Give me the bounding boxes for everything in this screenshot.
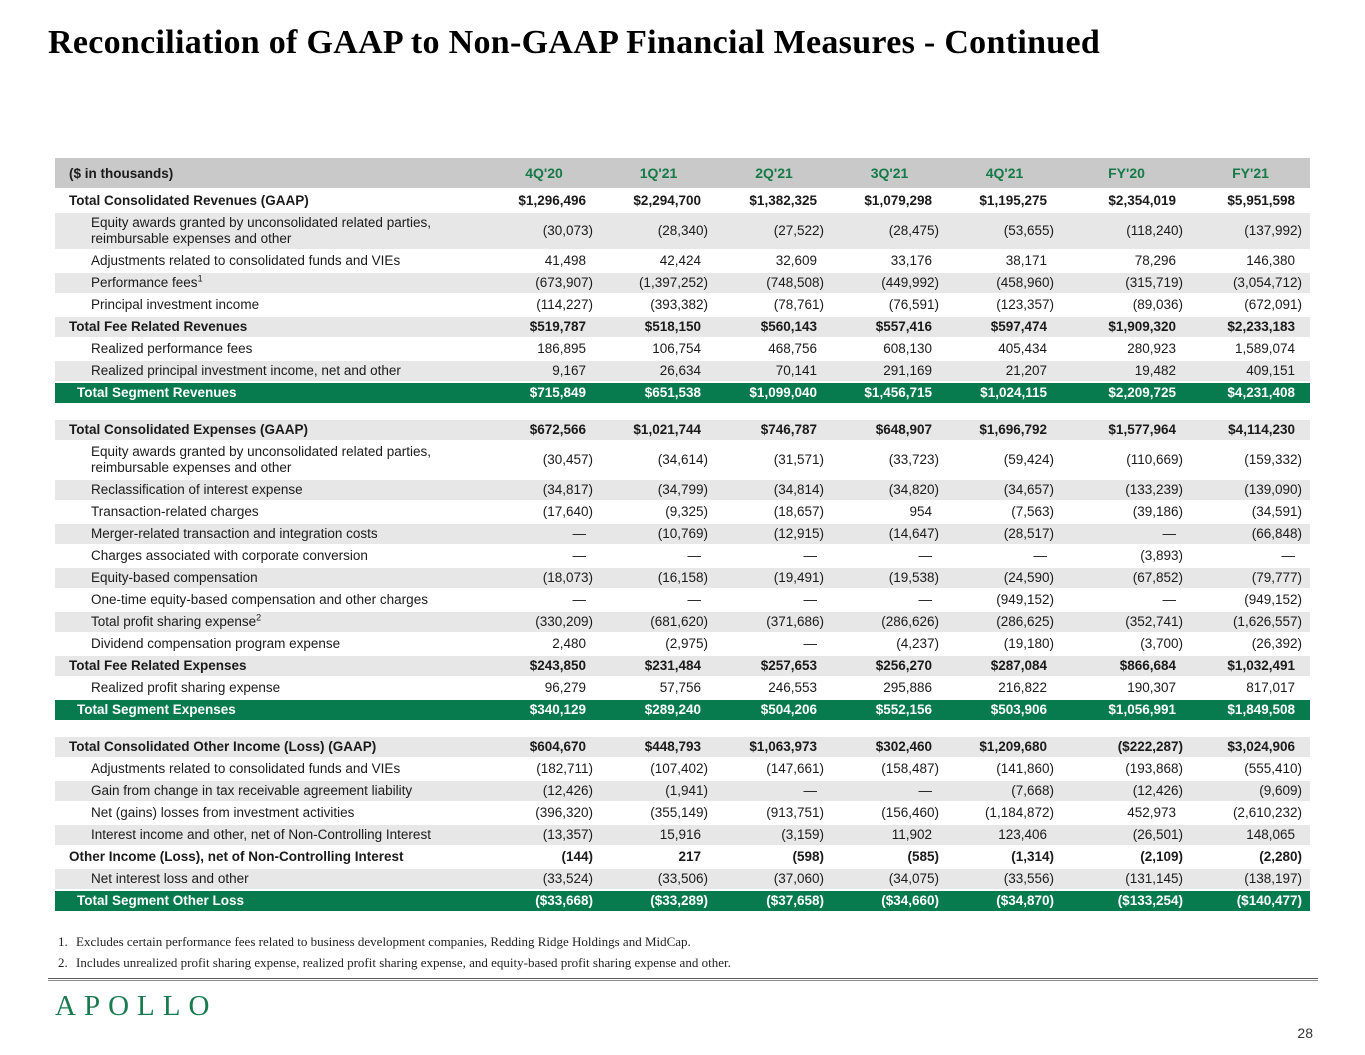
cell-value: —: [832, 780, 947, 802]
cell-value: (12,426): [487, 780, 601, 802]
cell-value: (2,280): [1191, 846, 1310, 868]
table-row: [55, 868, 1310, 890]
cell-value: $560,143: [716, 316, 832, 338]
cell-value: (748,508): [716, 272, 832, 294]
cell-value: (14,647): [832, 523, 947, 545]
column-header: 4Q'20: [487, 158, 601, 190]
cell-value: (33,506): [601, 868, 716, 890]
cell-value: (34,657): [947, 479, 1062, 501]
row-label: Total profit sharing expense$^2$: [55, 611, 487, 633]
row-label: Equity-based compensation: [55, 567, 487, 589]
cell-value: (67,852): [1062, 567, 1191, 589]
cell-value: $1,456,715: [832, 382, 947, 404]
cell-value: (18,657): [716, 501, 832, 523]
cell-value: (53,655): [947, 212, 1062, 250]
cell-value: $597,474: [947, 316, 1062, 338]
cell-value: 19,482: [1062, 360, 1191, 382]
cell-value: $672,566: [487, 420, 601, 441]
cell-value: (393,382): [601, 294, 716, 316]
column-header: 4Q'21: [947, 158, 1062, 190]
cell-value: (118,240): [1062, 212, 1191, 250]
cell-value: (3,700): [1062, 633, 1191, 655]
cell-value: $256,270: [832, 655, 947, 677]
cell-value: $518,150: [601, 316, 716, 338]
cell-value: (28,340): [601, 212, 716, 250]
cell-value: $1,079,298: [832, 190, 947, 213]
row-label: Net interest loss and other: [55, 868, 487, 890]
cell-value: 26,634: [601, 360, 716, 382]
cell-value: (396,320): [487, 802, 601, 824]
cell-value: (555,410): [1191, 758, 1310, 780]
cell-value: (76,591): [832, 294, 947, 316]
cell-value: (1,397,252): [601, 272, 716, 294]
cell-value: (107,402): [601, 758, 716, 780]
cell-value: (12,426): [1062, 780, 1191, 802]
cell-value: (949,152): [947, 589, 1062, 611]
cell-value: (182,711): [487, 758, 601, 780]
row-label: Total Fee Related Expenses: [55, 655, 487, 677]
cell-value: 280,923: [1062, 338, 1191, 360]
cell-value: (34,799): [601, 479, 716, 501]
cell-value: (315,719): [1062, 272, 1191, 294]
table-row: [55, 294, 1310, 316]
column-header: 2Q'21: [716, 158, 832, 190]
cell-value: (10,769): [601, 523, 716, 545]
row-label: Total Consolidated Other Income (Loss) (GAAP): [55, 737, 487, 758]
cell-value: 608,130: [832, 338, 947, 360]
table-row: [55, 479, 1310, 501]
page-number: 28: [1297, 1025, 1313, 1041]
table-row: [55, 633, 1310, 655]
cell-value: (330,209): [487, 611, 601, 633]
cell-value: $1,024,115: [947, 382, 1062, 404]
cell-value: (9,609): [1191, 780, 1310, 802]
cell-value: $1,696,792: [947, 420, 1062, 441]
cell-value: (138,197): [1191, 868, 1310, 890]
cell-value: (24,590): [947, 567, 1062, 589]
cell-value: (9,325): [601, 501, 716, 523]
cell-value: (1,184,872): [947, 802, 1062, 824]
cell-value: (286,626): [832, 611, 947, 633]
cell-value: $557,416: [832, 316, 947, 338]
row-label: Total Fee Related Revenues: [55, 316, 487, 338]
cell-value: ($34,870): [947, 890, 1062, 912]
footnote-text: Excludes certain performance fees related to business development companies, Redding Ridge Holdings and MidCap.: [76, 934, 691, 949]
page-title: Reconciliation of GAAP to Non-GAAP Financial Measures - Continued: [48, 24, 1101, 61]
cell-value: 409,151: [1191, 360, 1310, 382]
cell-value: 246,553: [716, 677, 832, 699]
table-row: [55, 737, 1310, 758]
cell-value: —: [716, 545, 832, 567]
footnote-2: [58, 955, 731, 971]
cell-value: 33,176: [832, 250, 947, 272]
footnote-number: 1.: [58, 934, 68, 949]
footer-divider: [48, 978, 1318, 981]
cell-value: (12,915): [716, 523, 832, 545]
cell-value: (59,424): [947, 441, 1062, 479]
cell-value: —: [601, 589, 716, 611]
footnote-marker: 1: [197, 273, 203, 284]
cell-value: $5,951,598: [1191, 190, 1310, 213]
row-label: Equity awards granted by unconsolidated related parties, reimbursable expenses and other: [55, 441, 487, 479]
table-row: [55, 824, 1310, 846]
cell-value: (89,036): [1062, 294, 1191, 316]
cell-value: (598): [716, 846, 832, 868]
table-row: [55, 441, 1310, 479]
cell-value: —: [832, 589, 947, 611]
cell-value: (7,563): [947, 501, 1062, 523]
unit-label: ($ in thousands): [55, 158, 487, 190]
cell-value: $340,129: [487, 699, 601, 721]
cell-value: ($133,254): [1062, 890, 1191, 912]
cell-value: 32,609: [716, 250, 832, 272]
segment-total-row: [55, 382, 1310, 404]
cell-value: (30,457): [487, 441, 601, 479]
apollo-logo: APOLLO: [55, 990, 218, 1022]
cell-value: (352,741): [1062, 611, 1191, 633]
cell-value: ($33,289): [601, 890, 716, 912]
cell-value: 190,307: [1062, 677, 1191, 699]
cell-value: 2,480: [487, 633, 601, 655]
row-label: Interest income and other, net of Non-Controlling Interest: [55, 824, 487, 846]
cell-value: 1,589,074: [1191, 338, 1310, 360]
cell-value: (34,614): [601, 441, 716, 479]
cell-value: $257,653: [716, 655, 832, 677]
cell-value: (458,960): [947, 272, 1062, 294]
table-row: [55, 250, 1310, 272]
cell-value: —: [716, 633, 832, 655]
cell-value: 295,886: [832, 677, 947, 699]
cell-value: $1,099,040: [716, 382, 832, 404]
cell-value: (147,661): [716, 758, 832, 780]
table-row: [55, 523, 1310, 545]
cell-value: (19,538): [832, 567, 947, 589]
section-spacer: [55, 721, 1310, 737]
cell-value: (27,522): [716, 212, 832, 250]
cell-value: (2,109): [1062, 846, 1191, 868]
cell-value: —: [487, 545, 601, 567]
cell-value: $519,787: [487, 316, 601, 338]
cell-value: (39,186): [1062, 501, 1191, 523]
cell-value: (26,392): [1191, 633, 1310, 655]
cell-value: —: [832, 545, 947, 567]
cell-value: (158,487): [832, 758, 947, 780]
cell-value: $4,231,408: [1191, 382, 1310, 404]
cell-value: (139,090): [1191, 479, 1310, 501]
cell-value: (33,723): [832, 441, 947, 479]
segment-total-row: [55, 890, 1310, 912]
cell-value: —: [716, 780, 832, 802]
footnote-marker: 2: [256, 612, 262, 623]
table-header-row: [55, 158, 1310, 190]
row-label: Net (gains) losses from investment activities: [55, 802, 487, 824]
cell-value: (913,751): [716, 802, 832, 824]
cell-value: (3,893): [1062, 545, 1191, 567]
table-row: [55, 360, 1310, 382]
cell-value: 817,017: [1191, 677, 1310, 699]
cell-value: (131,145): [1062, 868, 1191, 890]
cell-value: 954: [832, 501, 947, 523]
row-label: Total Segment Other Loss: [55, 890, 487, 912]
cell-value: (3,159): [716, 824, 832, 846]
row-label: Adjustments related to consolidated funds and VIEs: [55, 758, 487, 780]
table-row: [55, 545, 1310, 567]
cell-value: $2,354,019: [1062, 190, 1191, 213]
cell-value: 405,434: [947, 338, 1062, 360]
table-row: [55, 589, 1310, 611]
segment-total-row: [55, 699, 1310, 721]
cell-value: (193,868): [1062, 758, 1191, 780]
table-row: [55, 212, 1310, 250]
cell-value: $715,849: [487, 382, 601, 404]
cell-value: $504,206: [716, 699, 832, 721]
cell-value: —: [947, 545, 1062, 567]
cell-value: (37,060): [716, 868, 832, 890]
row-label: Realized performance fees: [55, 338, 487, 360]
cell-value: $2,294,700: [601, 190, 716, 213]
cell-value: (28,517): [947, 523, 1062, 545]
cell-value: (78,761): [716, 294, 832, 316]
cell-value: 41,498: [487, 250, 601, 272]
cell-value: (672,091): [1191, 294, 1310, 316]
cell-value: ($140,477): [1191, 890, 1310, 912]
table-row: [55, 272, 1310, 294]
cell-value: (144): [487, 846, 601, 868]
cell-value: (1,626,557): [1191, 611, 1310, 633]
row-label: One-time equity-based compensation and other charges: [55, 589, 487, 611]
cell-value: 21,207: [947, 360, 1062, 382]
table-row: [55, 501, 1310, 523]
cell-value: $2,209,725: [1062, 382, 1191, 404]
cell-value: 15,916: [601, 824, 716, 846]
cell-value: (949,152): [1191, 589, 1310, 611]
cell-value: (33,524): [487, 868, 601, 890]
cell-value: (19,491): [716, 567, 832, 589]
cell-value: (34,817): [487, 479, 601, 501]
cell-value: (26,501): [1062, 824, 1191, 846]
cell-value: 146,380: [1191, 250, 1310, 272]
cell-value: (673,907): [487, 272, 601, 294]
cell-value: $746,787: [716, 420, 832, 441]
cell-value: 11,902: [832, 824, 947, 846]
table-row: [55, 316, 1310, 338]
cell-value: $448,793: [601, 737, 716, 758]
cell-value: (114,227): [487, 294, 601, 316]
cell-value: $302,460: [832, 737, 947, 758]
cell-value: 291,169: [832, 360, 947, 382]
reconciliation-table: [55, 158, 1310, 913]
cell-value: 216,822: [947, 677, 1062, 699]
cell-value: $1,382,325: [716, 190, 832, 213]
cell-value: (585): [832, 846, 947, 868]
table-row: [55, 567, 1310, 589]
cell-value: (18,073): [487, 567, 601, 589]
cell-value: —: [487, 589, 601, 611]
cell-value: (13,357): [487, 824, 601, 846]
cell-value: (19,180): [947, 633, 1062, 655]
row-label: Principal investment income: [55, 294, 487, 316]
table-row: [55, 338, 1310, 360]
row-label: Gain from change in tax receivable agreement liability: [55, 780, 487, 802]
table-row: [55, 611, 1310, 633]
cell-value: 186,895: [487, 338, 601, 360]
cell-value: ($37,658): [716, 890, 832, 912]
cell-value: $3,024,906: [1191, 737, 1310, 758]
cell-value: $287,084: [947, 655, 1062, 677]
cell-value: (28,475): [832, 212, 947, 250]
table-row: [55, 677, 1310, 699]
cell-value: $1,032,491: [1191, 655, 1310, 677]
cell-value: (16,158): [601, 567, 716, 589]
cell-value: 42,424: [601, 250, 716, 272]
cell-value: $1,056,991: [1062, 699, 1191, 721]
cell-value: $4,114,230: [1191, 420, 1310, 441]
table-row: [55, 846, 1310, 868]
cell-value: (30,073): [487, 212, 601, 250]
cell-value: $231,484: [601, 655, 716, 677]
cell-value: $503,906: [947, 699, 1062, 721]
column-header: FY'20: [1062, 158, 1191, 190]
cell-value: (7,668): [947, 780, 1062, 802]
row-label: Adjustments related to consolidated funds and VIEs: [55, 250, 487, 272]
cell-value: (34,591): [1191, 501, 1310, 523]
cell-value: —: [1191, 545, 1310, 567]
cell-value: (159,332): [1191, 441, 1310, 479]
cell-value: ($34,660): [832, 890, 947, 912]
cell-value: (1,941): [601, 780, 716, 802]
footnote-1: [58, 934, 731, 950]
cell-value: —: [1062, 523, 1191, 545]
row-label: Realized principal investment income, net and other: [55, 360, 487, 382]
cell-value: (141,860): [947, 758, 1062, 780]
row-label: Equity awards granted by unconsolidated related parties, reimbursable expenses and other: [55, 212, 487, 250]
cell-value: $1,909,320: [1062, 316, 1191, 338]
cell-value: (31,571): [716, 441, 832, 479]
cell-value: $651,538: [601, 382, 716, 404]
table-row: [55, 758, 1310, 780]
cell-value: (4,237): [832, 633, 947, 655]
cell-value: (355,149): [601, 802, 716, 824]
cell-value: $2,233,183: [1191, 316, 1310, 338]
cell-value: 452,973: [1062, 802, 1191, 824]
cell-value: —: [716, 589, 832, 611]
cell-value: (137,992): [1191, 212, 1310, 250]
cell-value: $243,850: [487, 655, 601, 677]
cell-value: (449,992): [832, 272, 947, 294]
cell-value: (2,610,232): [1191, 802, 1310, 824]
cell-value: (156,460): [832, 802, 947, 824]
cell-value: 106,754: [601, 338, 716, 360]
table-row: [55, 802, 1310, 824]
cell-value: ($33,668): [487, 890, 601, 912]
cell-value: (681,620): [601, 611, 716, 633]
cell-value: (34,075): [832, 868, 947, 890]
column-header: 1Q'21: [601, 158, 716, 190]
row-label: Transaction-related charges: [55, 501, 487, 523]
table-row: [55, 190, 1310, 213]
cell-value: (3,054,712): [1191, 272, 1310, 294]
row-label: Total Segment Expenses: [55, 699, 487, 721]
cell-value: 123,406: [947, 824, 1062, 846]
column-header: FY'21: [1191, 158, 1310, 190]
cell-value: (286,625): [947, 611, 1062, 633]
cell-value: 78,296: [1062, 250, 1191, 272]
cell-value: $604,670: [487, 737, 601, 758]
cell-value: —: [601, 545, 716, 567]
footnote-number: 2.: [58, 955, 68, 970]
cell-value: $1,296,496: [487, 190, 601, 213]
cell-value: (371,686): [716, 611, 832, 633]
cell-value: $1,577,964: [1062, 420, 1191, 441]
cell-value: 217: [601, 846, 716, 868]
cell-value: —: [487, 523, 601, 545]
row-label: Performance fees$^1$: [55, 272, 487, 294]
cell-value: $1,849,508: [1191, 699, 1310, 721]
row-label: Other Income (Loss), net of Non-Controlling Interest: [55, 846, 487, 868]
row-label: Total Segment Revenues: [55, 382, 487, 404]
cell-value: (133,239): [1062, 479, 1191, 501]
row-label: Total Consolidated Revenues (GAAP): [55, 190, 487, 213]
cell-value: 9,167: [487, 360, 601, 382]
table-row: [55, 780, 1310, 802]
cell-value: (33,556): [947, 868, 1062, 890]
cell-value: $1,195,275: [947, 190, 1062, 213]
row-label: Charges associated with corporate conversion: [55, 545, 487, 567]
row-label: Dividend compensation program expense: [55, 633, 487, 655]
cell-value: $866,684: [1062, 655, 1191, 677]
cell-value: ($222,287): [1062, 737, 1191, 758]
cell-value: $552,156: [832, 699, 947, 721]
row-label: Total Consolidated Expenses (GAAP): [55, 420, 487, 441]
footnote-text: Includes unrealized profit sharing expense, realized profit sharing expense, and equity-based profit sharing expense and other.: [76, 955, 731, 970]
cell-value: $648,907: [832, 420, 947, 441]
cell-value: 57,756: [601, 677, 716, 699]
cell-value: $1,209,680: [947, 737, 1062, 758]
table-row: [55, 655, 1310, 677]
cell-value: 148,065: [1191, 824, 1310, 846]
cell-value: 38,171: [947, 250, 1062, 272]
cell-value: (79,777): [1191, 567, 1310, 589]
row-label: Reclassification of interest expense: [55, 479, 487, 501]
cell-value: (1,314): [947, 846, 1062, 868]
section-spacer: [55, 404, 1310, 420]
row-label: Realized profit sharing expense: [55, 677, 487, 699]
cell-value: (34,820): [832, 479, 947, 501]
cell-value: 96,279: [487, 677, 601, 699]
cell-value: $289,240: [601, 699, 716, 721]
cell-value: 70,141: [716, 360, 832, 382]
cell-value: (110,669): [1062, 441, 1191, 479]
cell-value: —: [1062, 589, 1191, 611]
cell-value: (34,814): [716, 479, 832, 501]
footnotes: [58, 934, 731, 976]
table-body: [55, 190, 1310, 913]
column-header: 3Q'21: [832, 158, 947, 190]
cell-value: (2,975): [601, 633, 716, 655]
cell-value: 468,756: [716, 338, 832, 360]
cell-value: (66,848): [1191, 523, 1310, 545]
cell-value: $1,021,744: [601, 420, 716, 441]
cell-value: $1,063,973: [716, 737, 832, 758]
cell-value: (17,640): [487, 501, 601, 523]
cell-value: (123,357): [947, 294, 1062, 316]
table-row: [55, 420, 1310, 441]
row-label: Merger-related transaction and integration costs: [55, 523, 487, 545]
